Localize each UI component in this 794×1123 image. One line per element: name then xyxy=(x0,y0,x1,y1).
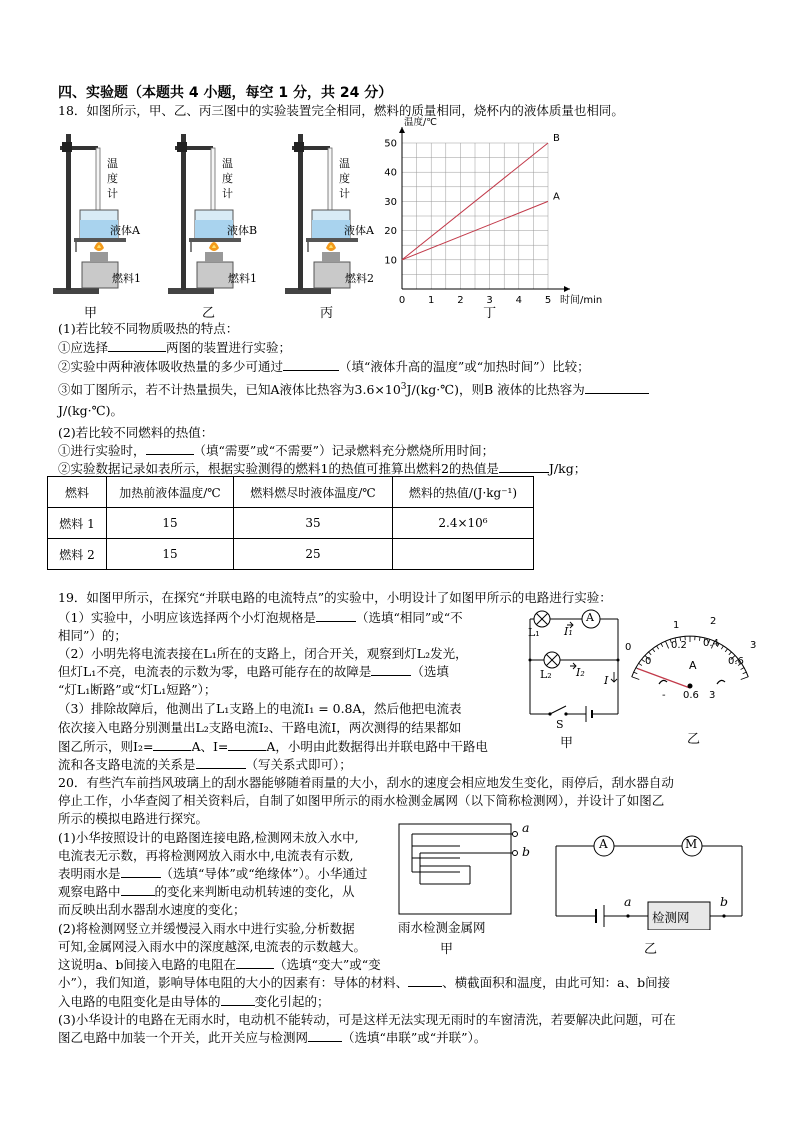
label-switch: S xyxy=(556,718,564,731)
net-terminal-b: b xyxy=(522,844,531,859)
x-tick-label: 1 xyxy=(428,295,435,306)
parallel-circuit-labels xyxy=(520,602,632,751)
q19-line-2 xyxy=(58,609,463,626)
table-header-row xyxy=(48,477,534,508)
answer-blank-heat-measure[interactable] xyxy=(283,358,339,371)
q18-p1c-mid: ，则B 液体的比热容为 xyxy=(459,382,585,398)
caption-net-jia: 甲 xyxy=(440,942,454,957)
q19-l10a: 流和各支路电流的关系是 xyxy=(58,757,196,772)
label-l2: L₂ xyxy=(540,668,552,681)
q18-p2a-pre: ①进行实验时， xyxy=(58,443,146,458)
q18-p1c xyxy=(58,379,649,398)
terminal-06: 0.6 xyxy=(683,690,699,701)
table-row xyxy=(48,508,534,539)
q19-l10b: （写关系式即可）； xyxy=(245,757,352,772)
table-header-cell: 燃料燃尽时液体温度/℃ xyxy=(234,477,393,508)
q19-l5b: （选填 xyxy=(411,664,449,679)
table-cell: 15 xyxy=(107,508,234,539)
motor-letter: M xyxy=(685,837,698,851)
wiper-circuit-labels xyxy=(552,830,747,958)
answer-blank-connection[interactable] xyxy=(308,1029,342,1042)
answer-blank-current-relation[interactable] xyxy=(196,756,246,769)
q19-line-8: 依次接入电路分别测量出L₂支路电流I₂、干路电流I，两次测得的结果都如 xyxy=(58,720,462,735)
q20-l7b: 的变化来判断电动机转速的变化，从 xyxy=(154,884,355,899)
thermometer-label-bing: 温度计 xyxy=(339,157,350,200)
y-tick-label: 40 xyxy=(384,167,397,179)
q20-stem-3: 所示的模拟电路进行探究。 xyxy=(58,811,209,826)
q19-line-9 xyxy=(58,738,488,755)
fuel-label-yi: 燃料1 xyxy=(228,272,257,285)
q20-line-5: 电流表无示数，再将检测网放入雨水中,电流表有示数, xyxy=(58,848,354,863)
rain-net-labels xyxy=(398,820,538,957)
caption-yi: 乙 xyxy=(202,306,216,321)
net-label: 雨水检测金属网 xyxy=(398,920,486,935)
answer-blank-record-time[interactable] xyxy=(146,442,194,455)
answer-blank-devices[interactable] xyxy=(108,339,166,352)
liquid-label-jia: 液体A xyxy=(110,224,140,237)
q19-l2a: （1）实验中，小明应该选择两个小灯泡规格是 xyxy=(58,610,316,625)
liquid-label-yi: 液体B xyxy=(227,224,258,237)
q18-p1a-post: 两图的装置进行实验； xyxy=(166,340,292,355)
y-tick-label: 10 xyxy=(384,255,397,267)
dial-zero-inner: 0 xyxy=(645,656,652,667)
caption-jia: 甲 xyxy=(84,306,98,321)
q20-line-4: (1)小华按照设计的电路图连接电路,检测网未放入水中, xyxy=(58,830,359,845)
table-cell: 35 xyxy=(234,508,393,539)
section-title: 四、实验题（本题共 4 小题，每空 1 分，共 24 分） xyxy=(58,85,393,101)
q18-p1b-post: （填“液体升高的温度”或“加热时间”）比较； xyxy=(339,359,590,374)
q18-p1c-end-unit: J/(kg·℃)。 xyxy=(58,403,124,418)
series-label-A: A xyxy=(553,191,560,203)
q19-l9c: A，小明由此数据得出并联电路中干路电 xyxy=(266,739,488,754)
temperature-time-chart xyxy=(380,116,610,322)
q20-l13a: 入电路的电阻变化是由导体的 xyxy=(58,994,221,1009)
x-tick-label: 5 xyxy=(544,295,552,306)
dial-bottom-06: 0.6 xyxy=(728,656,744,667)
q18-stem: 18．如图所示，甲、乙、丙三图中的实验装置完全相同，燃料的质量相同，烧杯内的液体质量也相同。 xyxy=(58,103,624,118)
q19-line-5 xyxy=(58,663,449,680)
q20-line-12 xyxy=(58,974,670,991)
q19-line-7: （3）排除故障后，他测出了L₁支路上的电流I₁ = 0.8A，然后他把电流表 xyxy=(58,701,462,716)
q19-line-6: “灯L₁断路”或“灯L₁短路”）； xyxy=(58,682,217,697)
q20-l11b: （选填“变大”或“变 xyxy=(273,957,381,972)
apparatus-labels xyxy=(50,128,390,324)
q19-l5a: 但灯L₁不亮，电流表的示数为零，电路可能存在的故障是 xyxy=(58,664,372,679)
q19-line-3: 相同”）的； xyxy=(58,628,127,643)
chart-caption: 丁 xyxy=(483,306,497,321)
q18-p1c-value: 3.6×10 xyxy=(354,382,401,398)
answer-blank-specific-heat-b[interactable] xyxy=(585,381,649,394)
label-l1: L₁ xyxy=(528,626,540,639)
answer-blank-i2[interactable] xyxy=(153,738,191,751)
q18-p2a xyxy=(58,442,494,459)
q18-part2-title: (2)若比较不同燃料的热值： xyxy=(58,425,214,440)
answer-blank-fuel2-value[interactable] xyxy=(499,460,549,473)
q18-p1a xyxy=(58,339,291,356)
circuit2-terminal-a: a xyxy=(624,894,632,909)
table-cell: 燃料 1 xyxy=(48,508,107,539)
dial-unit: A xyxy=(689,659,697,672)
q18-p1b xyxy=(58,358,590,375)
fuel-label-bing: 燃料2 xyxy=(345,272,374,285)
q19-line-4: （2）小明先将电流表接在L₁所在的支路上，闭合开关，观察到灯L₂发光， xyxy=(58,646,468,661)
q18-p1c-pre: ③如丁图所示，若不计热量损失，已知A液体比热容为 xyxy=(58,382,355,398)
caption-circuit-yi: 乙 xyxy=(644,942,658,957)
q20-l13b: 变化引起的； xyxy=(254,994,330,1009)
caption-circuit-jia: 甲 xyxy=(560,736,574,751)
answer-blank-observe[interactable] xyxy=(121,883,155,896)
x-axis-arrow xyxy=(564,286,570,292)
caption-dial-yi: 乙 xyxy=(687,732,701,747)
fuel-data-table xyxy=(47,476,534,570)
q20-l7a: 观察电路中 xyxy=(58,884,121,899)
ammeter-dial-labels xyxy=(625,606,765,746)
q20-l11a: 这说明a、b间接入电路的电阻在 xyxy=(58,957,236,972)
q20-line-14: (3)小华设计的电路在无雨水时，电动机不能转动，可是这样无法实现无雨时的车窗清洗，若要解决此问题，可在 xyxy=(58,1012,676,1027)
dial-zero: 0 xyxy=(625,642,632,653)
y-tick-label: 30 xyxy=(384,196,397,208)
dial-bottom-04: 0.4 xyxy=(703,638,719,649)
x-tick-label: 3 xyxy=(486,295,493,306)
thermometer-label-jia: 温度计 xyxy=(107,157,118,200)
q20-line-15 xyxy=(58,1029,486,1046)
q20-l15a: 图乙电路中加装一个开关，此开关应与检测网 xyxy=(58,1030,309,1045)
x-axis-label: 时间/min xyxy=(560,295,603,306)
q20-line-7 xyxy=(58,883,355,900)
dial-top-2: 2 xyxy=(710,616,717,627)
ammeter-letter: A xyxy=(586,611,594,624)
terminal-3: 3 xyxy=(709,690,716,701)
answer-blank-rainwater-type[interactable] xyxy=(121,865,161,878)
q18-p2b-unit: J/kg； xyxy=(548,461,587,476)
circuit2-terminal-b: b xyxy=(720,894,729,909)
q19-line-10 xyxy=(58,756,352,773)
dial-bottom-02: 0.2 xyxy=(671,640,687,651)
q18-p2b-pre: ②实验数据记录如表所示，根据实验测得的燃料1的热值可推算出燃料2的热值是 xyxy=(58,461,499,476)
q18-part1-title: (1)若比较不同物质吸热的特点： xyxy=(58,321,239,336)
q20-l12a: 小”），我们知道，影响导体电阻的大小的因素有：导体的材料、 xyxy=(58,975,409,990)
answer-blank-fault[interactable] xyxy=(371,663,411,676)
answer-blank-factor[interactable] xyxy=(408,974,442,987)
q20-line-6 xyxy=(58,865,367,882)
q20-l6a: 表明雨水是 xyxy=(58,866,121,881)
x-tick-label: 0 xyxy=(398,295,406,306)
q18-p2b xyxy=(58,460,586,477)
q19-l9b: A、I= xyxy=(191,739,229,754)
q20-line-9: (2)将检测网竖立并缓慢浸入雨水中进行实验,分析数据 xyxy=(58,921,355,936)
table-cell: 25 xyxy=(234,539,393,570)
q20-l12b: 、横截面积和温度，由此可知：a、b间接 xyxy=(442,975,671,990)
table-cell: 2.4×10⁶ xyxy=(393,508,534,539)
x-tick-label: 2 xyxy=(457,295,464,306)
dial-top-1: 1 xyxy=(673,620,680,631)
q20-l15b: （选填“串联”或“并联”）。 xyxy=(342,1030,487,1045)
q20-line-8: 而反映出刮水器刮水速度的变化； xyxy=(58,902,246,917)
answer-blank-cause[interactable] xyxy=(221,993,255,1006)
q18-p2a-post: （填“需要”或“不需要”）记录燃料充分燃烧所用时间； xyxy=(193,443,495,458)
dial-top-3: 3 xyxy=(750,640,757,651)
caption-bing: 丙 xyxy=(320,306,334,321)
q20-stem-1: 20．有些汽车前挡风玻璃上的刮水器能够随着雨量的大小，刮水的速度会相应地发生变化，雨停后，刮水器自动 xyxy=(58,775,674,790)
q20-line-10: 可知,金属网浸入雨水中的深度越深,电流表的示数越大。 xyxy=(58,939,366,954)
series-label-B: B xyxy=(553,133,560,144)
q18-p1a-pre: ①应选择 xyxy=(58,340,109,355)
answer-blank-bulb-spec[interactable] xyxy=(316,609,356,622)
q18-p1b-pre: ②实验中两种液体吸收热量的多少可通过 xyxy=(58,359,284,374)
net-terminal-a: a xyxy=(522,820,530,835)
y-axis-label: 温度/℃ xyxy=(404,117,437,128)
ammeter-letter-2: A xyxy=(599,837,608,851)
q19-l2b: （选填“相同”或“不 xyxy=(355,610,463,625)
fuel-label-jia: 燃料1 xyxy=(112,272,141,285)
table-cell: 燃料 2 xyxy=(48,539,107,570)
table-cell: 15 xyxy=(107,539,234,570)
q20-line-13 xyxy=(58,993,330,1010)
q19-l9a: 图乙所示，则I₂= xyxy=(58,739,154,754)
y-tick-label: 20 xyxy=(384,226,397,238)
q19-stem: 19．如图甲所示，在探究“并联电路的电流特点”的实验中，小明设计了如图甲所示的电路进行实验： xyxy=(58,590,612,605)
q20-line-11 xyxy=(58,956,381,973)
answer-blank-resistance-change[interactable] xyxy=(236,956,274,969)
label-i2: I₂ xyxy=(576,666,585,679)
answer-blank-i-total[interactable] xyxy=(228,738,266,751)
q18-p1c-unit: J/(kg·℃) xyxy=(406,382,460,398)
table-header-cell: 燃料的热值/(J·kg⁻¹) xyxy=(393,477,534,508)
detector-box-label: 检测网 xyxy=(652,910,690,925)
label-i1: I₁ xyxy=(564,625,573,638)
q20-stem-2: 停止工作，小华查阅了相关资料后，自制了如图甲所示的雨水检测金属网（以下简称检测网），并设计了如图乙 xyxy=(58,793,665,808)
x-tick-label: 4 xyxy=(515,295,522,306)
table-header-cell: 加热前液体温度/℃ xyxy=(107,477,234,508)
q18-p1c-exponent: 3 xyxy=(400,382,407,392)
thermometer-label-yi: 温度计 xyxy=(222,157,233,200)
table-row xyxy=(48,539,534,570)
y-tick-label: 50 xyxy=(384,138,397,150)
liquid-label-bing: 液体A xyxy=(344,224,374,237)
label-i: I xyxy=(604,674,609,687)
q20-l6b: （选填“导体”或“绝缘体”）。小华通过 xyxy=(160,866,368,881)
table-cell[interactable] xyxy=(393,539,534,570)
terminal-negative: - xyxy=(662,690,666,701)
table-header-cell: 燃料 xyxy=(48,477,107,508)
